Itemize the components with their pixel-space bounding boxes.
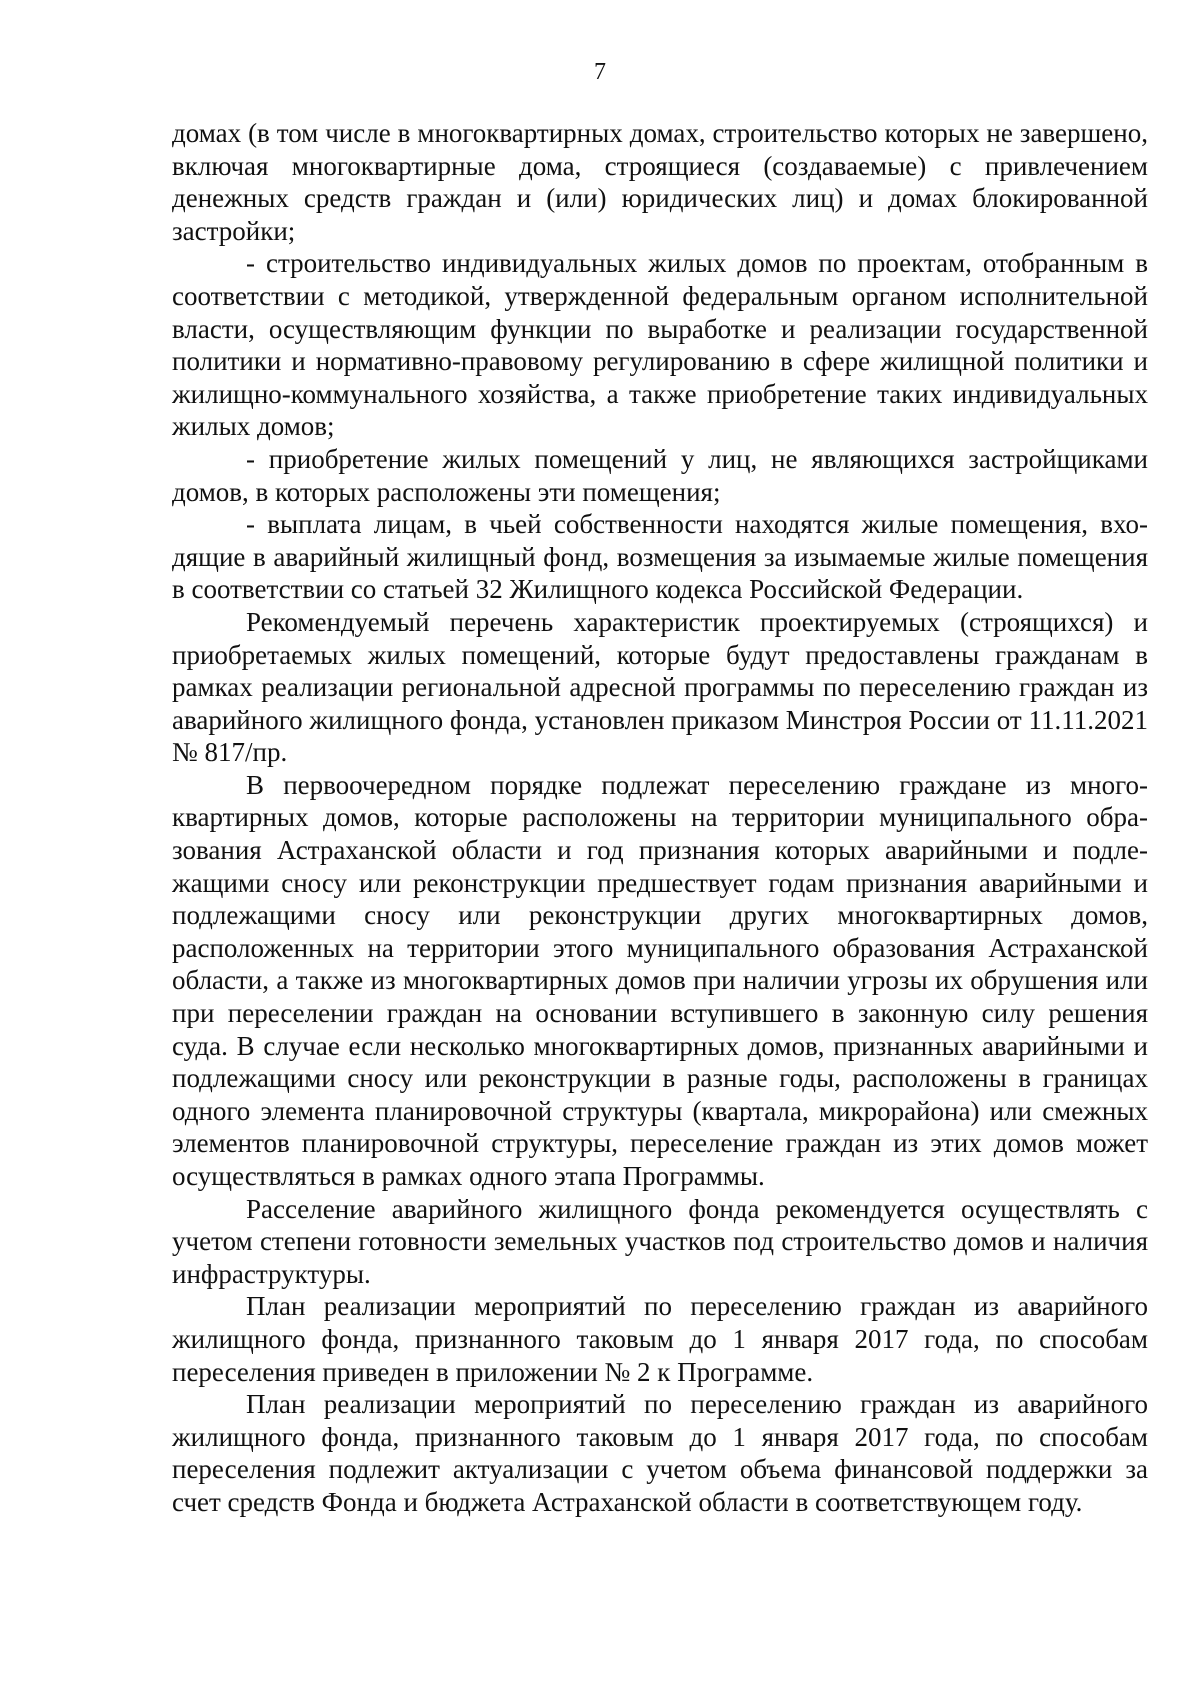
list-item-individual-houses: - строительство индивидуальных жилых домов по проектам, отобранным в соответствии с методикой, утвержденной федеральным органом исполнительной власти, осуществляющим функции по выработке и реализации государственной политики и нормативно-правовому регулированию в сфере жилищной политики и жилищно-коммунального хозяйства, а также приобретение таких индивидуальных жилых домов;	[172, 248, 1148, 442]
paragraph-priority-resettlement: В первоочередном порядке подлежат переселению граждане из многоквартирных домов, которые расположены на территории муниципального образования Астраханской области и год признания которых аварийными и подлежащими сносу или реконструкции предшествует годам признания аварийными и подлежащими сносу или реконструкции других многоквартирных домов, расположенных на территории этого муниципального образования Астраханской области, а также из многоквартирных домов при наличии угрозы их обрушения или при переселении граждан на основании вступившего в законную силу решения суда. В случае если несколько многоквартирных домов, признанных аварийными и подлежащими сносу или реконструкции в разные годы, расположены в границах одного элемента планировочной структуры (квартала, микрорайона) или смежных элементов планировочной структуры, переселение граждан из этих домов может осуществляться в рамках одного этапа Программы.	[172, 769, 1148, 1191]
document-body	[172, 117, 1148, 1519]
paragraph-plan-actualization: План реализации мероприятий по переселению граждан из аварийного жилищного фонда, признанного таковым до 1 января 2017 года, по способам переселения подлежит актуализации с учетом объема финансовой поддержки за счет средств Фонда и бюджета Астраханской области в соответствующем году.	[172, 1389, 1148, 1517]
paragraph-continuation: домах (в том числе в многоквартирных домах, строительство которых не завершено, включая многоквартирные дома, строящиеся (создаваемые) с привлечением денежных средств граждан и (или) юридических лиц) и домах блокированной застройки;	[172, 118, 1148, 246]
list-item-compensation-payment: - выплата лицам, в чьей собственности находятся жилые помещения, входящие в аварийный жилищный фонд, возмещения за изымаемые жилые помещения в соответствии со статьей 32 Жилищного кодекса Российской Федерации.	[172, 509, 1148, 605]
list-item-purchase-premises: - приобретение жилых помещений у лиц, не являющихся застройщиками домов, в которых расположены эти помещения;	[172, 443, 1148, 507]
page-number: 7	[594, 59, 606, 85]
paragraph-plan-appendix: План реализации мероприятий по переселению граждан из аварийного жилищного фонда, признанного таковым до 1 января 2017 года, по способам переселения приведен в приложении № 2 к Программе.	[172, 1291, 1148, 1387]
paragraph-resettlement-readiness: Расселение аварийного жилищного фонда рекомендуется осуществлять с учетом степени готовности земельных участков под строительство домов и наличия инфраструктуры.	[172, 1193, 1148, 1289]
paragraph-recommended-characteristics: Рекомендуемый перечень характеристик проектируемых (строящихся) и приобретаемых жилых помещений, которые будут предоставлены гражданам в рамках реализации региональной адресной программы по переселению граждан из аварийного жилищного фонда, установлен приказом Минстроя России от 11.11.2021 № 817/пр.	[172, 606, 1148, 768]
